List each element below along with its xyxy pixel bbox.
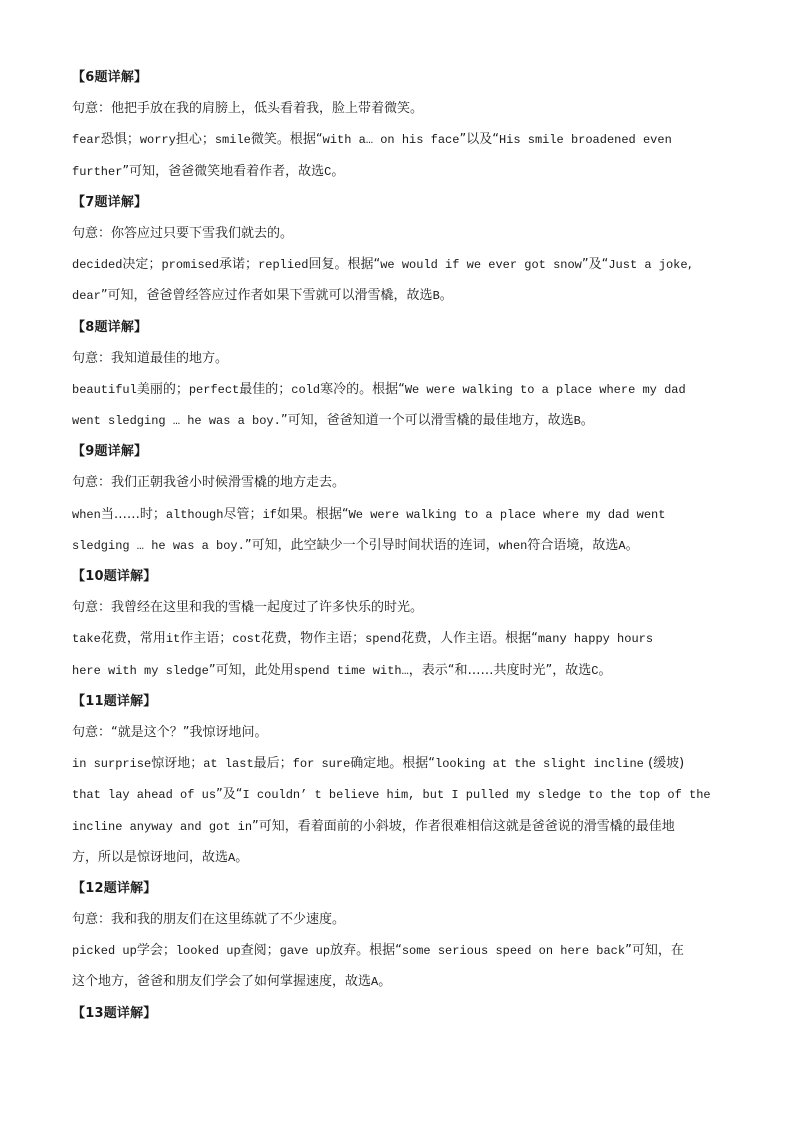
explanation-line: decided决定；promised承诺；replied回复。根据“we would if we ever got snow”及“Just a joke, (72, 257, 692, 273)
explanation-line: when当……时；although尽管；if如果。根据“We were walking to a place where my dad went (72, 506, 666, 522)
sentence-meaning: 句意：你答应过只要下雪我们就去的。 (72, 225, 294, 241)
question-heading: 【10题详解】 (72, 569, 157, 584)
sentence-meaning: 句意：我们正朝我爸小时候滑雪橇的地方走去。 (72, 475, 346, 491)
explanation-line: take花费，常用it作主语；cost花费，物作主语；spend花费，人作主语。根据“many happy hours (72, 631, 654, 647)
question-heading: 【11题详解】 (72, 693, 157, 709)
explanation-line: 方，所以是惊讶地问，故选A。 (72, 849, 249, 865)
sentence-meaning: 句意：他把手放在我的肩膀上，低头看着我，脸上带着微笑。 (72, 101, 424, 117)
explanation-line: dear”可知，爸爸曾经答应过作者如果下雪就可以滑雪橇，故选B。 (72, 288, 453, 304)
sentence-meaning: 句意：“就是这个？”我惊讶地问。 (72, 724, 268, 740)
explanation-line: here with my sledge”可知，此处用spend time with…，表示“和……共度时光”，故选C。 (72, 662, 612, 678)
question-heading: 【6题详解】 (72, 70, 148, 85)
explanation-line: beautiful美丽的；perfect最佳的；cold寒冷的。根据“We were walking to a place where my dad (72, 381, 686, 397)
sentence-meaning: 句意：我知道最佳的地方。 (72, 350, 229, 366)
sentence-meaning: 句意：我曾经在这里和我的雪橇一起度过了许多快乐的时光。 (72, 600, 424, 616)
explanation-line: incline anyway and got in”可知，看着面前的小斜坡，作者很难相信这就是爸爸说的滑雪橇的最佳地 (72, 818, 675, 834)
document-page (72, 62, 732, 1029)
explanation-line: went sledging … he was a boy.”可知，爸爸知道一个可以滑雪橇的最佳地方，故选B。 (72, 413, 594, 429)
explanation-line: that lay ahead of us”及“I couldn’ t believe him, but I pulled my sledge to the top of the (72, 787, 711, 803)
explanation-line: fear恐惧；worry担心；smile微笑。根据“with a… on his face”以及“His smile broadened even (72, 132, 672, 148)
question-heading: 【13题详解】 (72, 1005, 157, 1021)
explanation-line: sledging … he was a boy.”可知，此空缺少一个引导时间状语的连词，when符合语境，故选A。 (72, 537, 639, 553)
question-heading: 【8题详解】 (72, 319, 148, 335)
explanation-line: 这个地方，爸爸和朋友们学会了如何掌握速度，故选A。 (72, 974, 392, 990)
explanation-line: in surprise惊讶地；at last最后；for sure确定地。根据“looking at the slight incline (缓坡) (72, 756, 685, 772)
sentence-meaning: 句意：我和我的朋友们在这里练就了不少速度。 (72, 912, 346, 928)
question-heading: 【9题详解】 (72, 444, 148, 460)
question-heading: 【7题详解】 (72, 194, 148, 210)
explanation-line: picked up学会；looked up查阅；gave up放弃。根据“some serious speed on here back”可知，在 (72, 943, 684, 959)
explanation-line: further”可知，爸爸微笑地看着作者，故选C。 (72, 163, 345, 179)
question-heading: 【12题详解】 (72, 880, 157, 896)
